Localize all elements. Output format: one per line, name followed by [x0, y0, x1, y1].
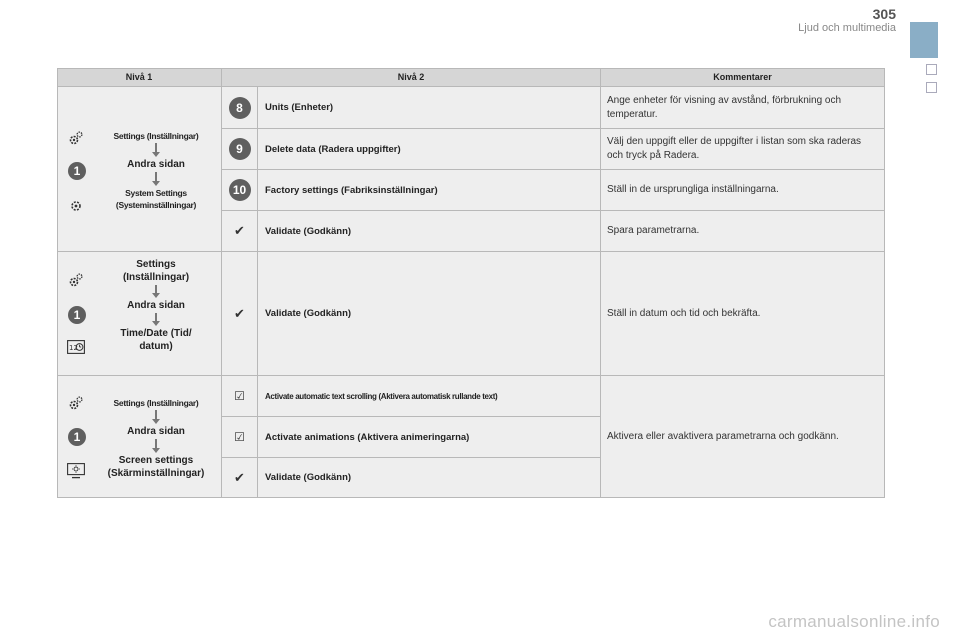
comment-delete-data: Välj den uppgift eller de uppgifter i listan som ska raderas och tryck på Radera. [601, 129, 885, 170]
check-icon: ✔ [234, 469, 245, 485]
check-icon: ✔ [234, 223, 245, 238]
path-system-settings: System Settings (Systeminställningar) [115, 188, 197, 210]
row-delete-data: Delete data (Radera uppgifter) [258, 129, 601, 170]
group2-level1-cell [57, 252, 222, 376]
comment-screen-settings: Aktivera eller avaktivera parametrarna och godkänn. [601, 376, 885, 498]
settings-gear-icon [67, 129, 85, 147]
section-title: Ljud och multimedia [798, 22, 896, 34]
screen-settings-icon [67, 462, 85, 480]
row-factory-settings: Factory settings (Fabriksinställningar) [258, 170, 601, 211]
check-icon: ✔ [234, 305, 245, 321]
row-validate: Validate (Godkänn) [258, 252, 601, 376]
marker-10: 10 [229, 179, 251, 201]
checkbox-icon: ☑ [234, 389, 245, 403]
row-animations: Activate animations (Aktivera animeringarna) [258, 417, 601, 458]
path-screen-settings: Screen settings (Skärminställningar) [107, 455, 205, 479]
path-second-page: Andra sidan [127, 159, 185, 170]
system-settings-icon [67, 197, 85, 215]
navigation-path [92, 258, 220, 353]
side-box [926, 64, 937, 75]
side-box [926, 82, 937, 93]
row-validate: Validate (Godkänn) [258, 211, 601, 252]
path-time-date: Time/Date (Tid/ datum) [120, 328, 192, 352]
path-settings: Settings (Inställningar) [113, 131, 199, 141]
comment-units: Ange enheter för visning av avstånd, förbrukning och temperatur. [601, 87, 885, 129]
header-comments: Kommentarer [601, 68, 885, 87]
marker-8: 8 [229, 97, 251, 119]
level1-badge: 1 [68, 306, 86, 324]
path-settings: Settings (Inställningar) [122, 259, 190, 283]
group3-level1-cell [57, 376, 222, 498]
navigation-path [92, 130, 220, 211]
svg-text:12: 12 [69, 344, 78, 352]
settings-gear-icon [67, 271, 85, 289]
chapter-tab [910, 22, 938, 58]
marker-9: 9 [229, 138, 251, 160]
header-level2: Nivå 2 [222, 68, 601, 87]
row-validate: Validate (Godkänn) [258, 458, 601, 498]
comment-time-date: Ställ in datum och tid och bekräfta. [601, 252, 885, 376]
group1-level1-cell [57, 87, 222, 252]
header-level1: Nivå 1 [57, 68, 222, 87]
checkbox-icon: ☑ [234, 430, 245, 444]
row-text-scrolling: Activate automatic text scrolling (Aktivera automatisk rullande text) [258, 376, 601, 417]
row-units: Units (Enheter) [258, 87, 601, 129]
path-settings: Settings (Inställningar) [113, 398, 199, 408]
time-date-icon [67, 338, 85, 356]
settings-gear-icon [67, 394, 85, 412]
path-second-page: Andra sidan [127, 300, 185, 311]
navigation-path [92, 397, 220, 480]
watermark: carmanualsonline.info [768, 612, 940, 631]
page-number: 305 [872, 6, 896, 22]
comment-validate: Spara parametrarna. [601, 211, 885, 252]
level1-badge: 1 [68, 162, 86, 180]
path-second-page: Andra sidan [127, 426, 185, 437]
comment-factory-settings: Ställ in de ursprungliga inställningarna. [601, 170, 885, 211]
level1-badge: 1 [68, 428, 86, 446]
